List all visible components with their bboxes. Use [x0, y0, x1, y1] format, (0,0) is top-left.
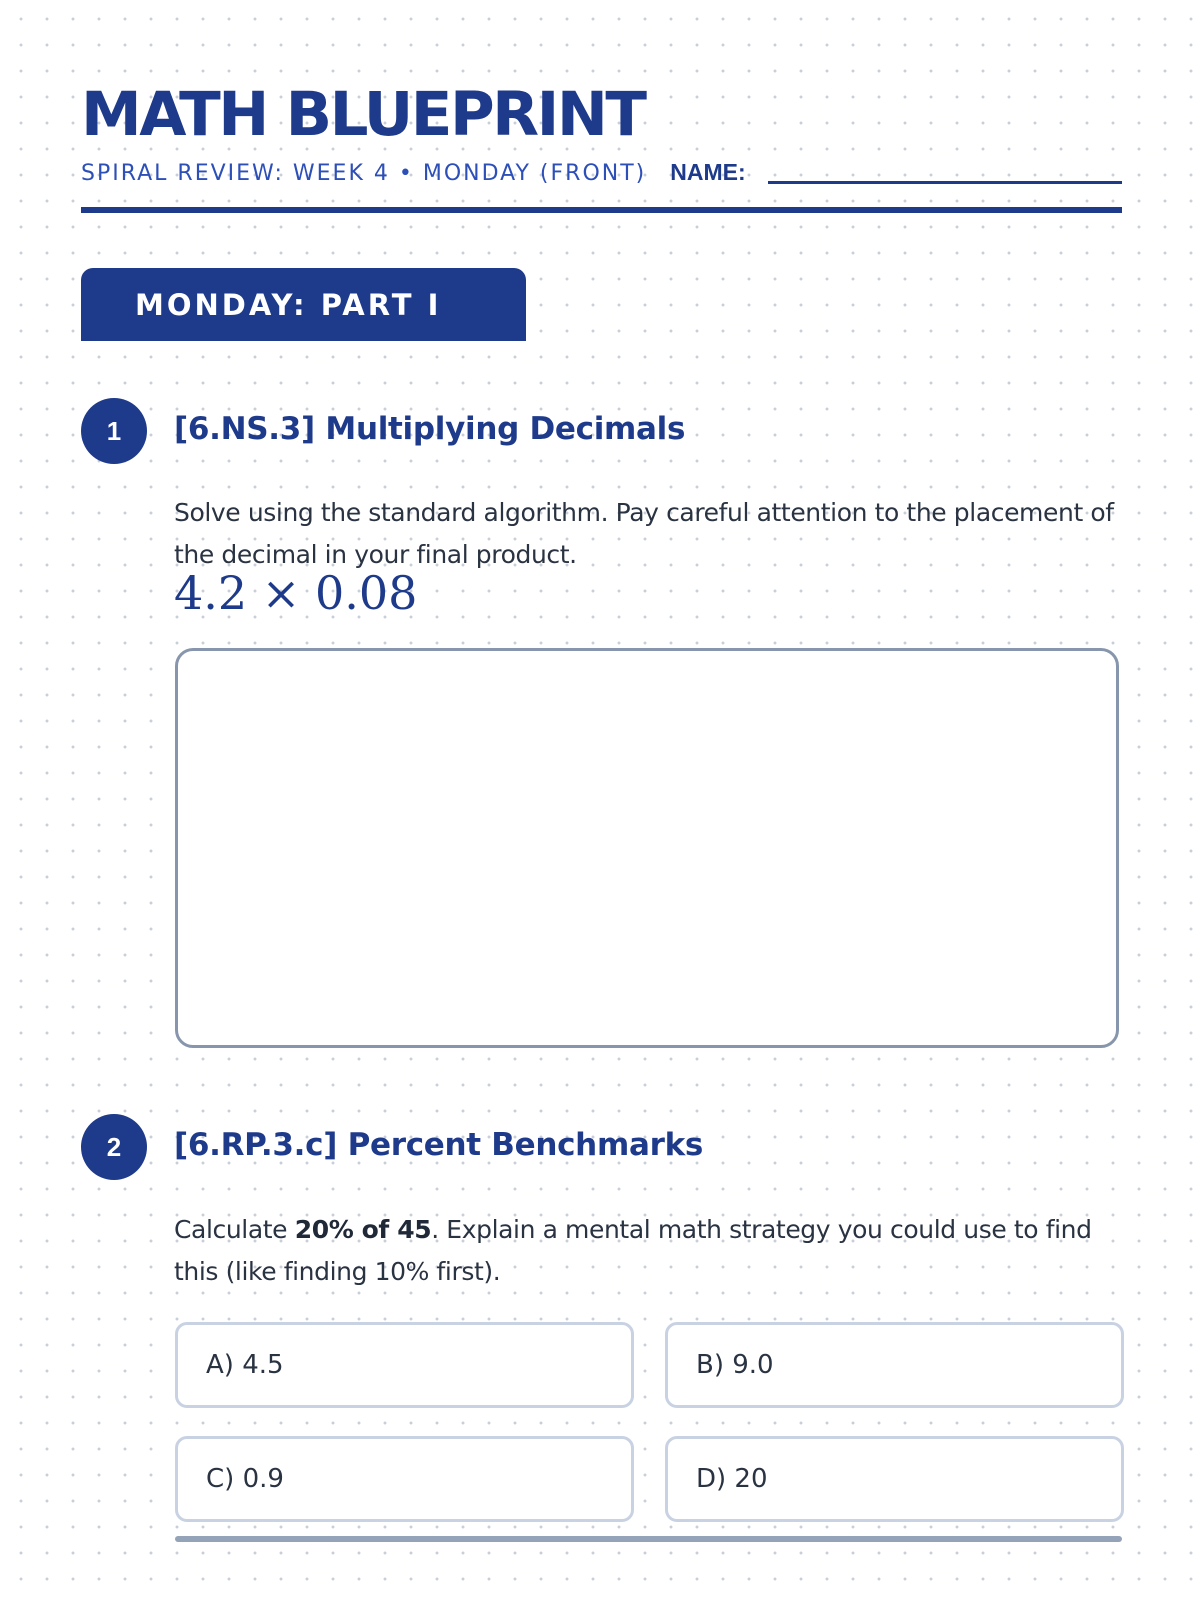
question-2-title: [6.RP.3.c] Percent Benchmarks — [174, 1127, 704, 1163]
worksheet-header — [81, 80, 1122, 186]
question-2-prompt-before: Calculate — [174, 1215, 295, 1244]
question-1-title: [6.NS.3] Multiplying Decimals — [174, 411, 686, 447]
question-2-prompt — [174, 1209, 1134, 1293]
worksheet-subtitle: SPIRAL REVIEW: WEEK 4 • MONDAY (FRONT) — [81, 161, 647, 186]
question-1-prompt: Solve using the standard algorithm. Pay careful attention to the placement of the decimal in your final product. — [174, 498, 1114, 569]
choice-b[interactable] — [665, 1322, 1124, 1408]
worksheet-title: MATH BLUEPRINT — [81, 79, 645, 150]
subtitle-row — [81, 150, 1122, 186]
choice-d-label: D) 20 — [696, 1464, 768, 1494]
choice-a-label: A) 4.5 — [206, 1350, 284, 1380]
header-divider — [81, 207, 1122, 213]
section-label: MONDAY: PART I — [135, 287, 442, 322]
question-2-prompt-bold: 20% of 45 — [294, 1215, 432, 1244]
question-1-number-badge: 1 — [81, 398, 147, 464]
choice-c[interactable] — [175, 1436, 634, 1522]
question-2-number-badge: 2 — [81, 1114, 147, 1180]
question-1-answer-box[interactable] — [175, 648, 1119, 1048]
name-field[interactable] — [768, 179, 1122, 184]
choice-c-label: C) 0.9 — [206, 1464, 284, 1494]
bottom-divider — [175, 1536, 1122, 1542]
choice-a[interactable] — [175, 1322, 634, 1408]
choice-b-label: B) 9.0 — [696, 1350, 774, 1380]
question-1-expression: 4.2 × 0.08 — [174, 566, 418, 620]
name-label: NAME: — [670, 159, 746, 185]
question-2-prompt-after: . Explain a mental math strategy you could use to find this (like finding 10% first). — [174, 1215, 1092, 1286]
choice-d[interactable] — [665, 1436, 1124, 1522]
section-tab — [81, 268, 526, 341]
